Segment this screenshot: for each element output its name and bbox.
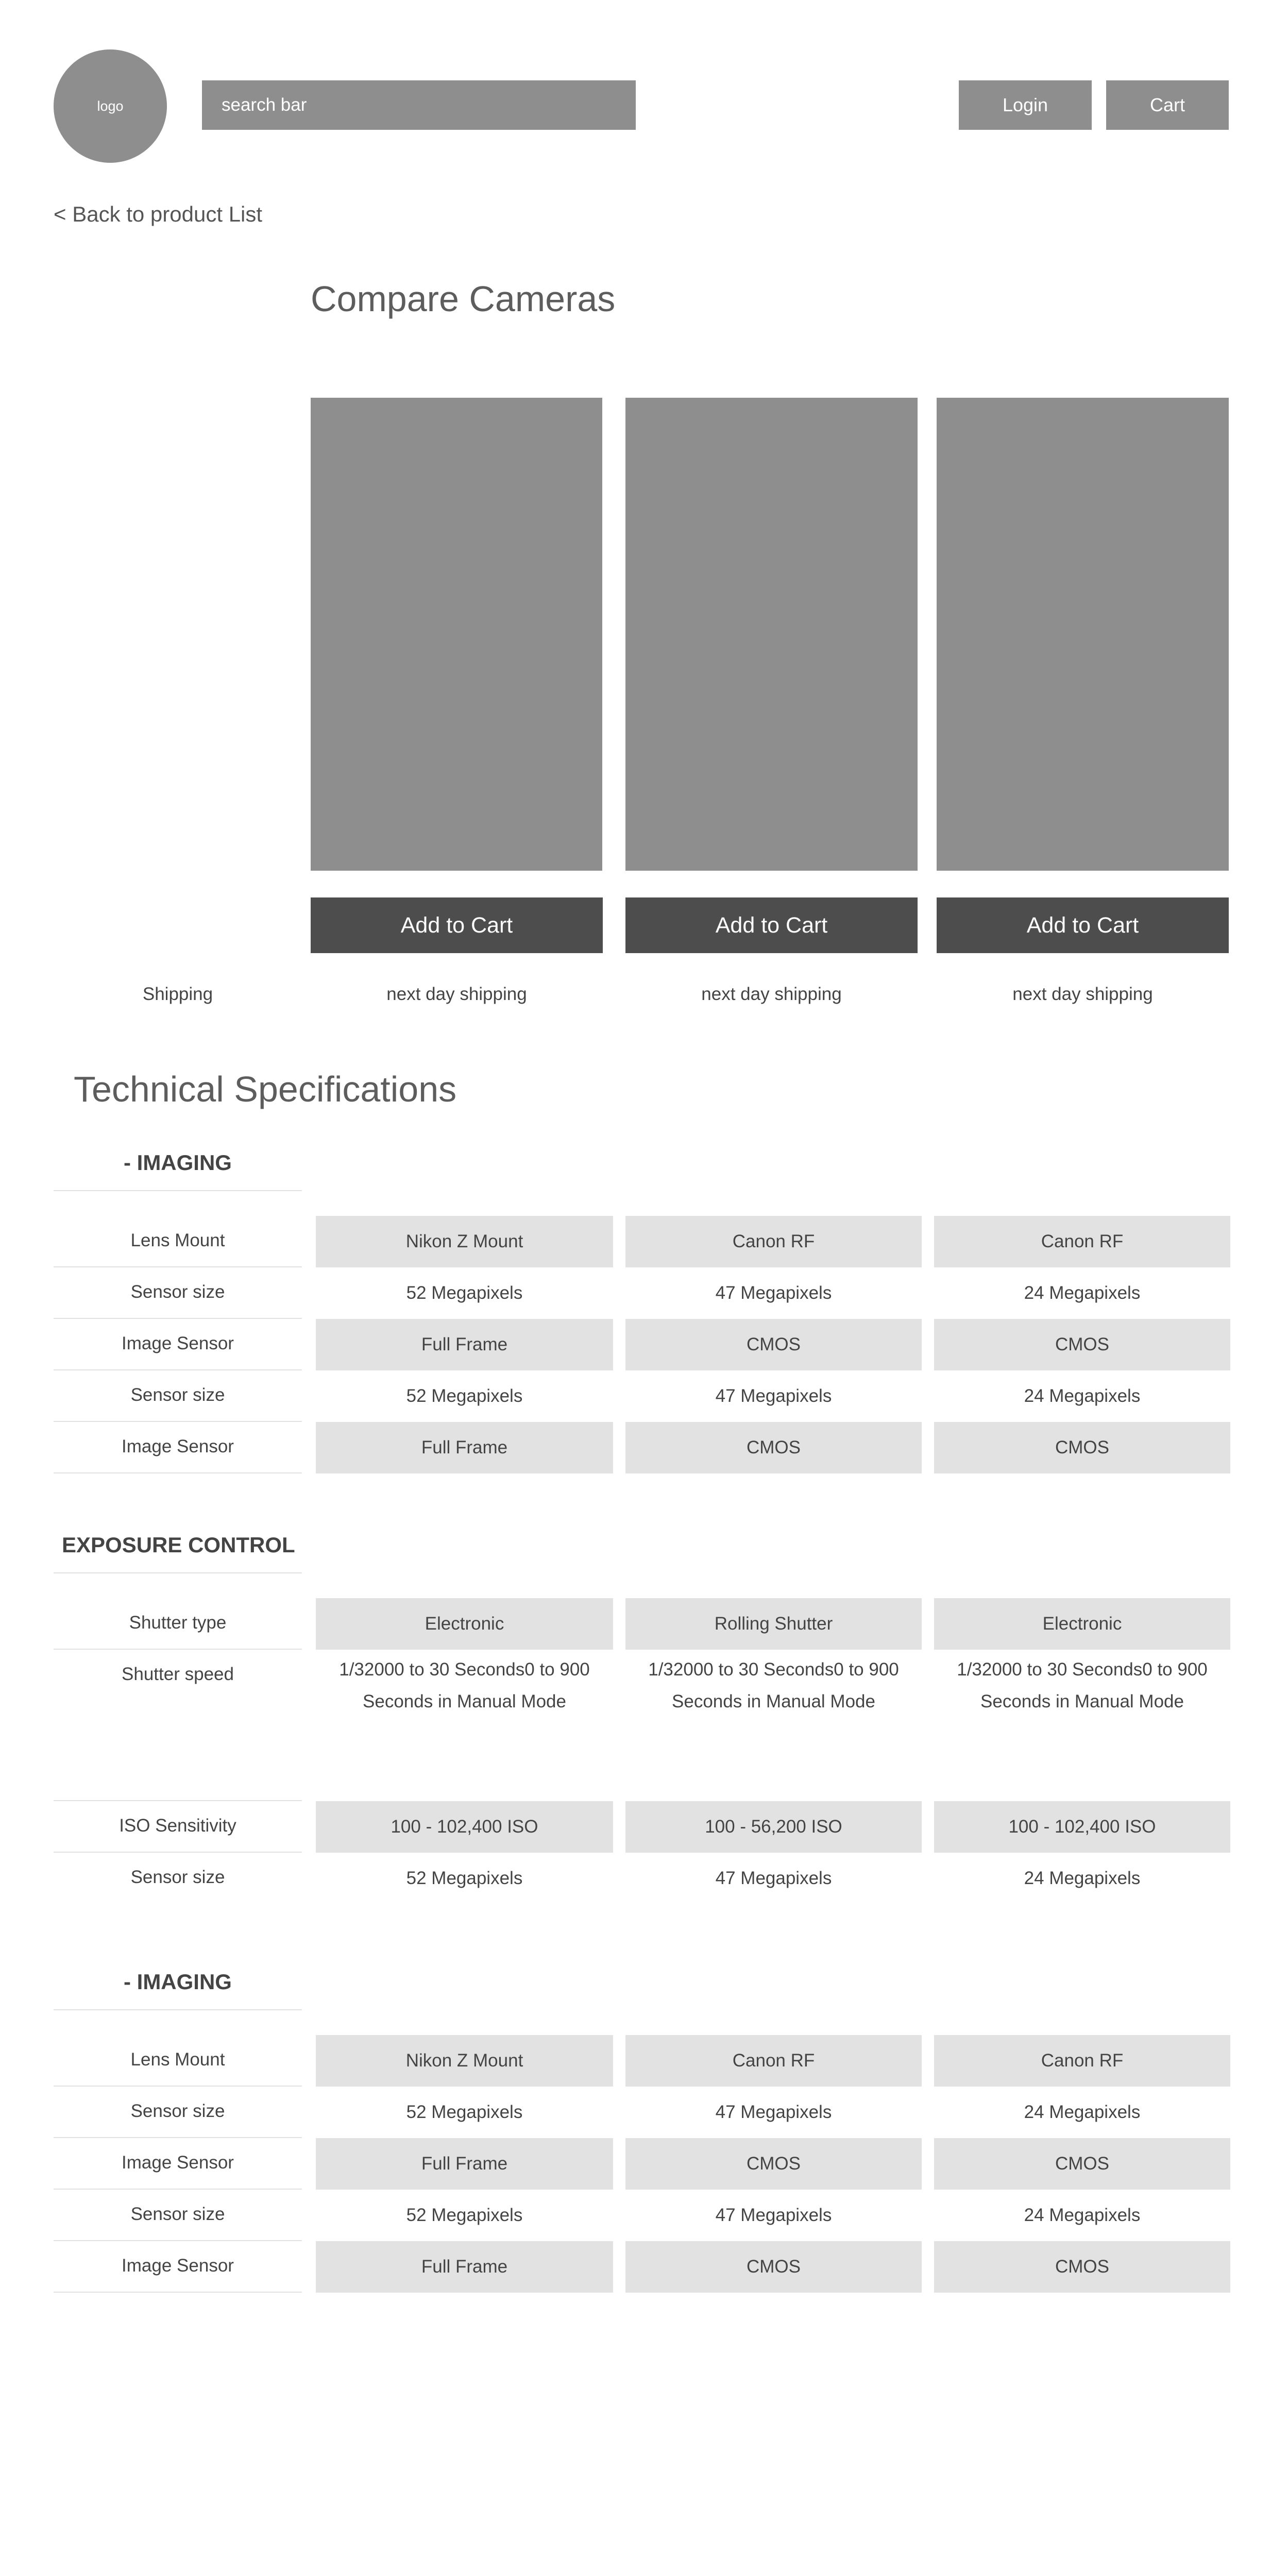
spec-value: Full Frame <box>316 2241 613 2293</box>
spec-section-imaging <box>0 1136 1288 1476</box>
spec-value: Full Frame <box>316 1319 613 1370</box>
spec-value: CMOS <box>934 1422 1230 1473</box>
spec-label: Shutter type <box>54 1598 302 1650</box>
spec-row <box>0 2190 1288 2241</box>
spec-value: Electronic <box>934 1598 1230 1650</box>
spec-value: 1/32000 to 30 Seconds0 to 900 Seconds in Manual Mode <box>339 1659 590 1711</box>
spec-section-imaging-2 <box>0 1955 1288 2295</box>
spec-value: 24 Megapixels <box>1024 2102 1141 2122</box>
spec-value: Nikon Z Mount <box>316 2035 613 2087</box>
spec-value: CMOS <box>625 1422 922 1473</box>
shipping-value-3: next day shipping <box>1012 984 1153 1004</box>
spec-value: 52 Megapixels <box>406 1283 523 1303</box>
spec-value: CMOS <box>625 1319 922 1370</box>
spec-value: 47 Megapixels <box>715 2102 832 2122</box>
spec-value: Rolling Shutter <box>625 1598 922 1650</box>
section-title[interactable]: - IMAGING <box>54 1136 302 1191</box>
spec-value: 52 Megapixels <box>406 2205 523 2225</box>
cart-button[interactable]: Cart <box>1106 80 1229 130</box>
spec-row <box>0 2138 1288 2190</box>
add-to-cart-button-3[interactable]: Add to Cart <box>937 897 1229 953</box>
product-image-2[interactable] <box>625 398 918 871</box>
spec-label: Sensor size <box>54 1370 302 1422</box>
back-to-product-list-link[interactable]: < Back to product List <box>54 202 263 226</box>
spec-value: 24 Megapixels <box>1024 1386 1141 1406</box>
login-button[interactable]: Login <box>959 80 1092 130</box>
spec-value: 1/32000 to 30 Seconds0 to 900 Seconds in Manual Mode <box>648 1659 899 1711</box>
spec-row <box>0 1319 1288 1370</box>
section-title[interactable]: EXPOSURE CONTROL <box>54 1518 302 1573</box>
spec-value: 47 Megapixels <box>715 2205 832 2225</box>
spec-section-exposure-control <box>0 1518 1288 1889</box>
spec-label: Image Sensor <box>54 1422 302 1473</box>
spec-label: Image Sensor <box>54 1319 302 1370</box>
shipping-value-2: next day shipping <box>701 984 842 1004</box>
spec-row <box>0 1801 1288 1853</box>
spec-value: 24 Megapixels <box>1024 1283 1141 1303</box>
spec-value: 24 Megapixels <box>1024 1868 1141 1888</box>
spec-value: Canon RF <box>625 1216 922 1267</box>
spec-value: 47 Megapixels <box>715 1868 832 1888</box>
spec-row <box>0 1370 1288 1422</box>
technical-specifications-heading: Technical Specifications <box>74 1069 457 1109</box>
product-image-3[interactable] <box>937 398 1229 871</box>
spec-value: 52 Megapixels <box>406 1868 523 1888</box>
logo[interactable]: logo <box>54 49 167 163</box>
spec-value: 100 - 102,400 ISO <box>316 1801 613 1853</box>
spec-value: 52 Megapixels <box>406 1386 523 1406</box>
spec-row <box>0 1422 1288 1473</box>
add-to-cart-button-2[interactable]: Add to Cart <box>625 897 918 953</box>
spec-label: ISO Sensitivity <box>54 1801 302 1853</box>
spec-value: Electronic <box>316 1598 613 1650</box>
spec-value: 100 - 102,400 ISO <box>934 1801 1230 1853</box>
spec-row <box>0 2241 1288 2293</box>
spec-value: CMOS <box>934 1319 1230 1370</box>
spec-label: Sensor size <box>54 1267 302 1319</box>
product-image-1[interactable] <box>311 398 602 871</box>
spec-value: Canon RF <box>934 1216 1230 1267</box>
spec-label: Image Sensor <box>54 2241 302 2293</box>
spec-value: Canon RF <box>625 2035 922 2087</box>
spec-value: 47 Megapixels <box>715 1386 832 1406</box>
page-title: Compare Cameras <box>311 279 616 319</box>
spec-value: CMOS <box>625 2138 922 2190</box>
shipping-value-1: next day shipping <box>386 984 527 1004</box>
spec-label: Sensor size <box>54 2190 302 2241</box>
spec-value: 100 - 56,200 ISO <box>625 1801 922 1853</box>
spec-label: Sensor size <box>54 2087 302 2138</box>
spec-value: CMOS <box>934 2241 1230 2293</box>
spec-label: Lens Mount <box>54 2035 302 2087</box>
spec-value: CMOS <box>625 2241 922 2293</box>
spec-row <box>0 1598 1288 1650</box>
shipping-label: Shipping <box>142 984 213 1004</box>
spec-value: Canon RF <box>934 2035 1230 2087</box>
spec-label: Sensor size <box>130 1867 225 1887</box>
spec-row <box>0 1216 1288 1267</box>
section-title[interactable]: - IMAGING <box>54 1955 302 2010</box>
spec-row <box>0 1853 1288 1904</box>
search-input[interactable]: search bar <box>202 80 636 130</box>
spec-value: CMOS <box>934 2138 1230 2190</box>
spec-value: 52 Megapixels <box>406 2102 523 2122</box>
spec-value: Full Frame <box>316 1422 613 1473</box>
spec-row <box>0 1267 1288 1319</box>
spec-value: Full Frame <box>316 2138 613 2190</box>
spec-value: 24 Megapixels <box>1024 2205 1141 2225</box>
spec-value: 1/32000 to 30 Seconds0 to 900 Seconds in Manual Mode <box>957 1659 1208 1711</box>
spec-row <box>0 1650 1288 1801</box>
add-to-cart-button-1[interactable]: Add to Cart <box>311 897 603 953</box>
spec-row <box>0 2087 1288 2138</box>
spec-label: Lens Mount <box>54 1216 302 1267</box>
spec-label: Shutter speed <box>54 1650 302 1801</box>
spec-value: Nikon Z Mount <box>316 1216 613 1267</box>
spec-row <box>0 2035 1288 2087</box>
spec-value: 47 Megapixels <box>715 1283 832 1303</box>
spec-label: Image Sensor <box>54 2138 302 2190</box>
